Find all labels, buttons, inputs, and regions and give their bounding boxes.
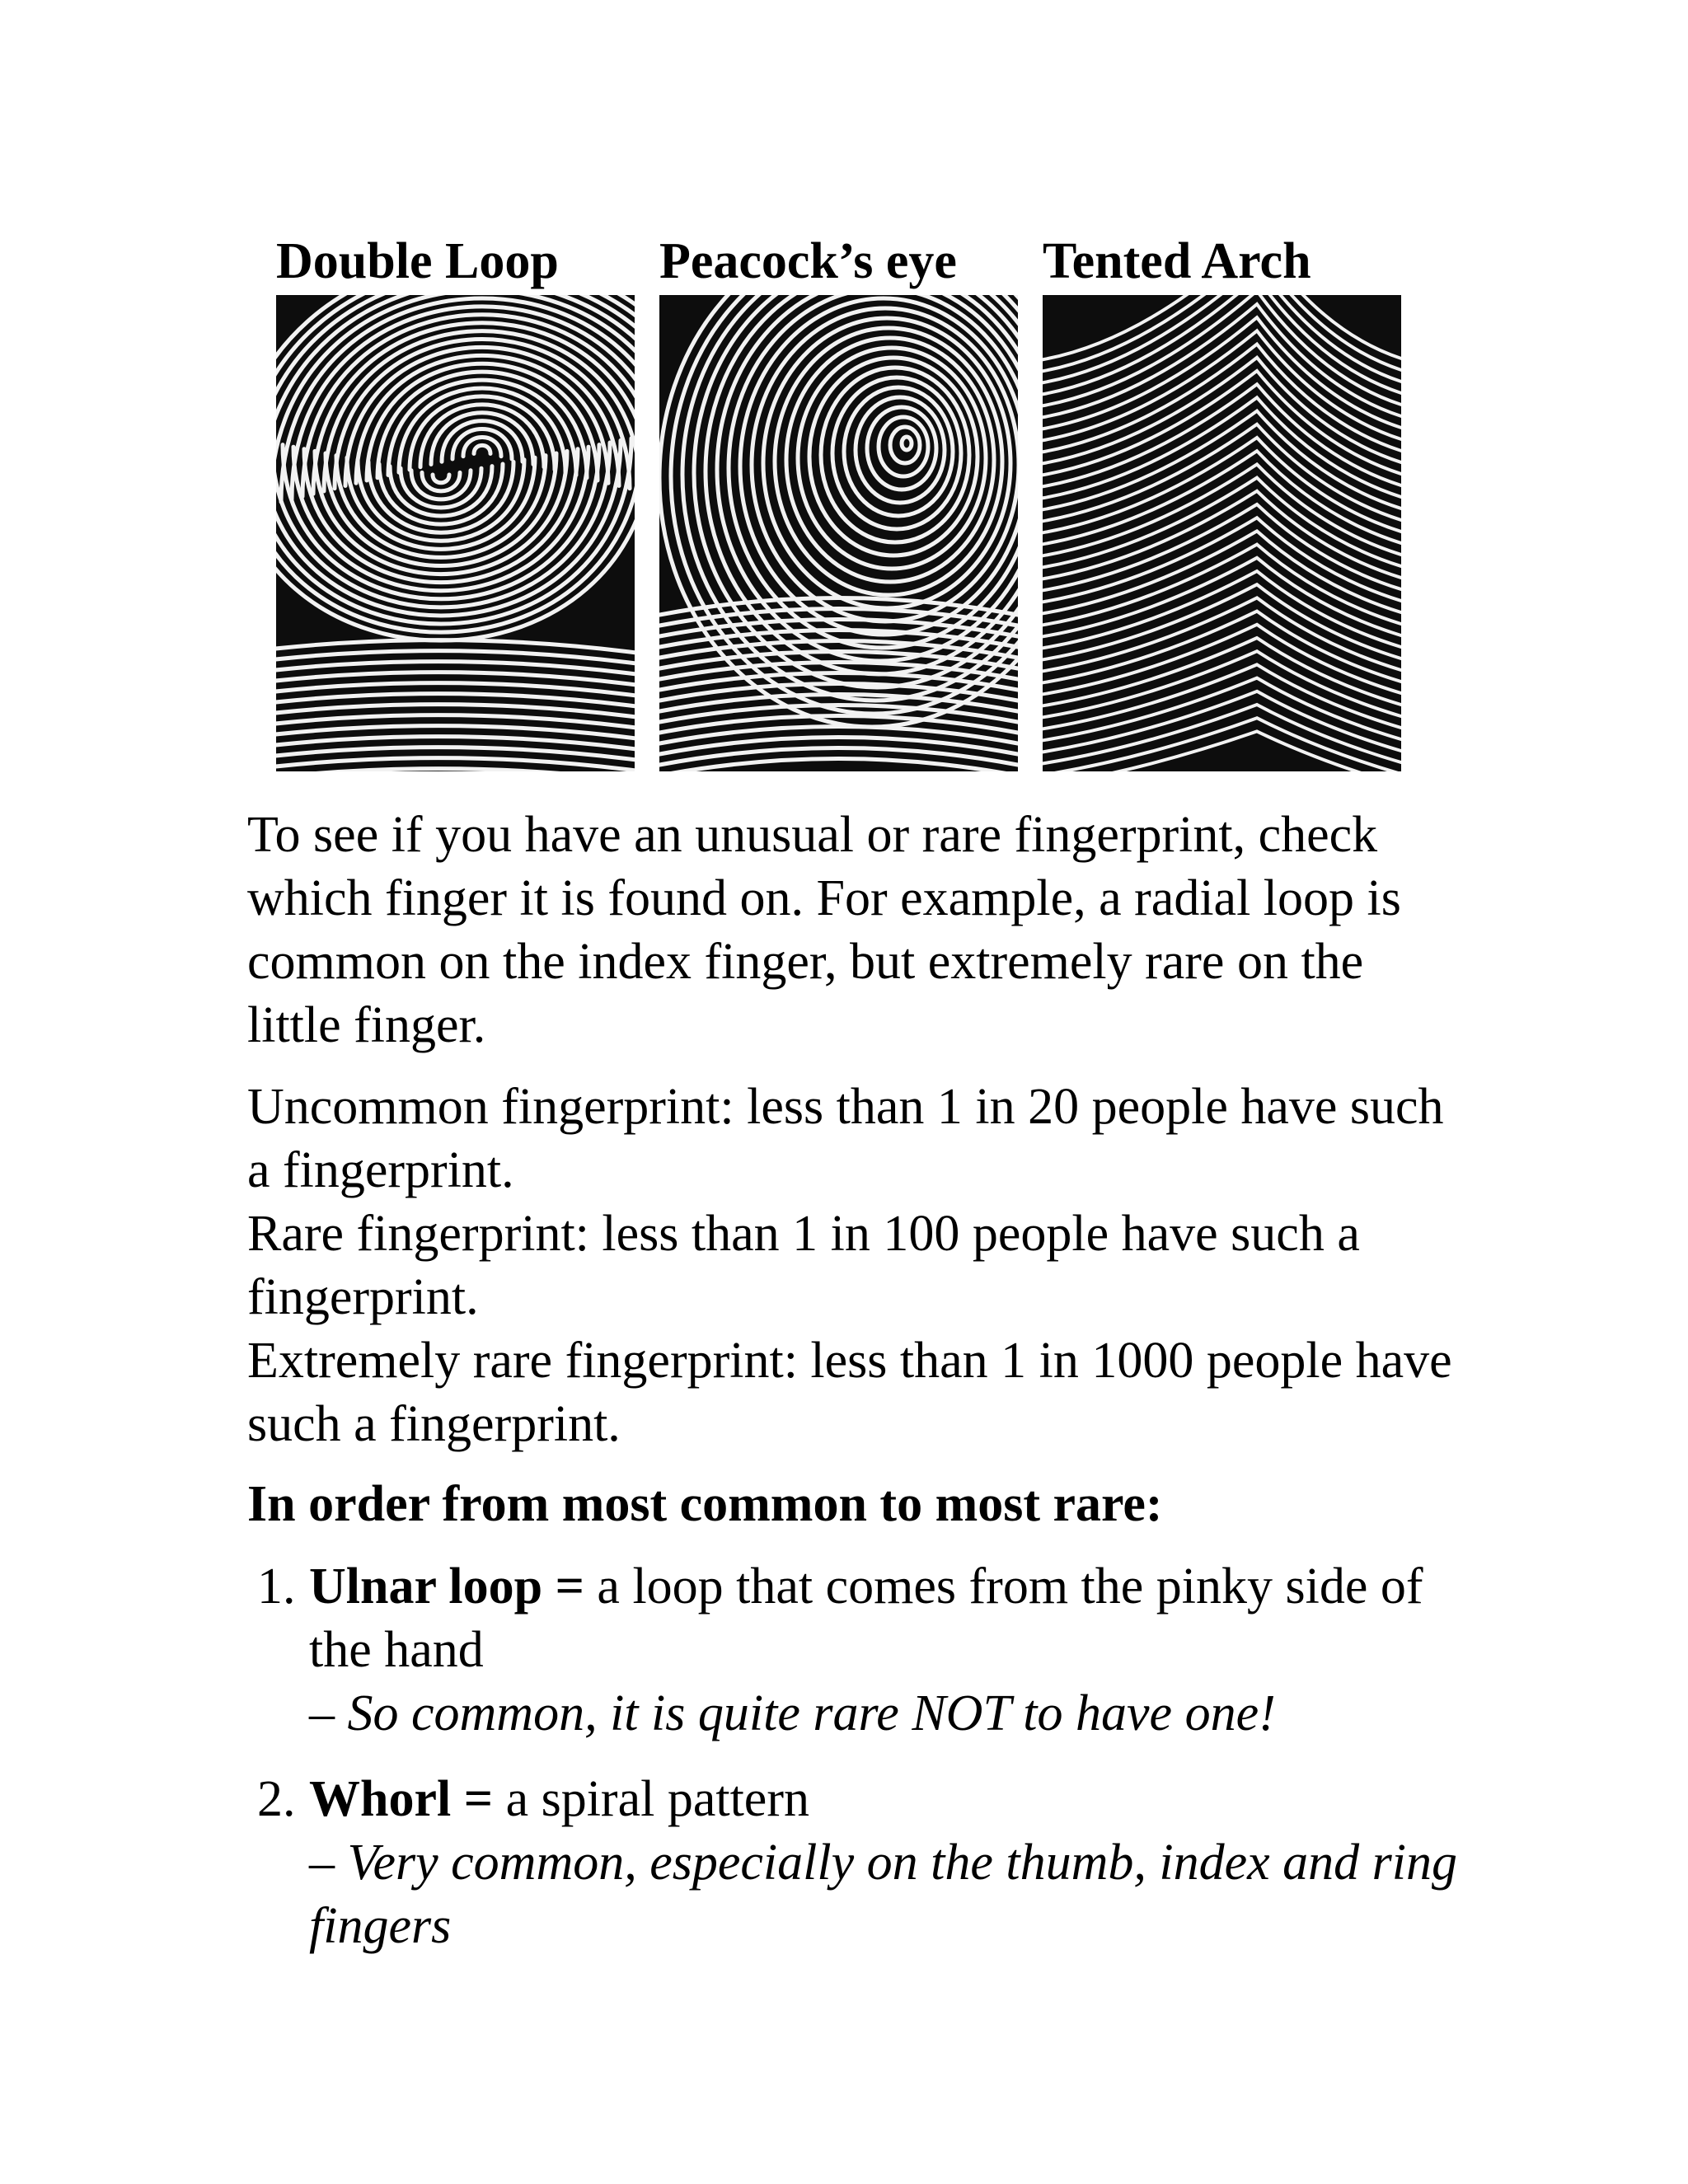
list-note: – Very common, especially on the thumb, index and ring fingers — [309, 1835, 1457, 1954]
fingerprint-image-tented-arch — [1043, 295, 1401, 771]
rarity-definitions — [247, 1076, 1467, 1456]
figure-captions — [0, 232, 1688, 290]
fingerprint-image-peacocks-eye — [659, 295, 1018, 771]
list-definition: a spiral pattern — [493, 1771, 809, 1827]
list-term: Whorl = — [309, 1771, 494, 1827]
list-definition: a loop that comes from the pinky side of the hand — [309, 1558, 1423, 1678]
order-heading: In order from most common to most rare: — [247, 1476, 1163, 1532]
rarity-extremely-rare: Extremely rare fingerprint: less than 1 in 1000 people have such a fingerprint. — [247, 1333, 1452, 1452]
rarity-uncommon: Uncommon fingerprint: less than 1 in 20 people have such a fingerprint. — [247, 1079, 1444, 1198]
caption-peacocks-eye: Peacock’s eye — [659, 233, 957, 289]
intro-paragraph — [247, 804, 1467, 1057]
rarity-rare: Rare fingerprint: less than 1 in 100 people have such a fingerprint. — [247, 1206, 1360, 1325]
caption-tented-arch: Tented Arch — [1043, 233, 1311, 289]
list-term: Ulnar loop = — [309, 1558, 584, 1615]
list-item-whorl — [247, 1768, 1467, 1958]
list-item-ulnar-loop — [247, 1555, 1467, 1746]
caption-double-loop: Double Loop — [276, 233, 559, 289]
fingerprint-image-double-loop — [276, 295, 635, 771]
list-number: 2. — [257, 1771, 296, 1827]
list-number: 1. — [257, 1558, 296, 1615]
list-note: – So common, it is quite rare NOT to have one! — [309, 1685, 1276, 1741]
intro-text: To see if you have an unusual or rare fingerprint, check which finger it is found on. For example, a radial loop is common on the index finger, but extremely rare on the little finger. — [247, 807, 1401, 1053]
